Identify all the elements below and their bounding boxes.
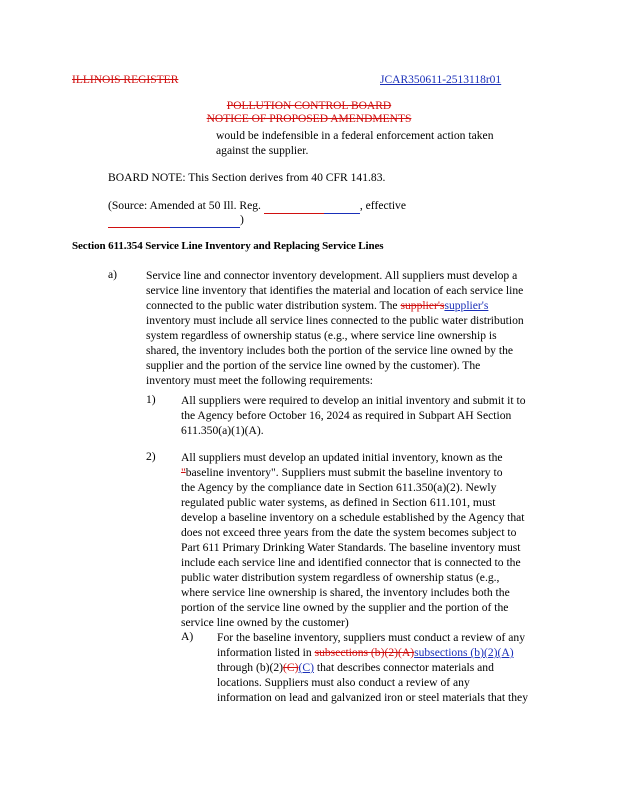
subsection-a-line [146,298,524,313]
item-2-line: develop a baseline inventory on a schedule established by the Agency that [181,511,525,524]
item-2-line: regulated public water systems, as defined in Section 611.101, must [181,496,496,509]
item-2-line: All suppliers must develop an updated initial inventory, known as the [181,451,503,464]
inserted-reference: (C) [298,661,314,674]
subsection-a-line: inventory must meet the following requirements: [146,374,373,387]
item-2-line-text: baseline inventory". Suppliers must submit the baseline inventory to [185,466,503,479]
item-1-marker: 1) [146,393,156,406]
source-end: ) [240,213,244,226]
item-1-line: the Agency before October 16, 2024 as required in Subpart AH Section [181,409,512,422]
item-a-text [217,630,528,705]
subsection-a-line: inventory must include all service lines connected to the public water distribution [146,314,524,327]
item-a-line: information on lead and galvanized iron or steel materials that they [217,691,528,704]
effective-date-blank-new [170,212,240,228]
effective-date-blank [108,212,170,228]
subsection-a-marker: a) [108,268,118,281]
section-heading: Section 611.354 Service Line Inventory and Replacing Service Lines [72,240,384,252]
item-2-line: public water distribution system regardless of ownership status (e.g., [181,571,500,584]
subsection-a-text [146,268,524,388]
agency-board: POLLUTION CONTROL BOARD [226,100,392,112]
item-2-line [181,465,525,480]
item-a-line-text: that describes connector materials and [313,661,494,674]
reg-volume-blank-new [324,198,360,214]
subsection-a-line: system regardless of ownership status (e.g., where service line ownership is [146,329,497,342]
carryover-line: against the supplier. [216,144,309,157]
subsection-a-line: Service line and connector inventory development. All suppliers must develop a [146,269,518,282]
item-2-line: does not exceed three years from the date the system becomes subject to [181,526,517,539]
source-prefix: (Source: Amended at 50 Ill. Reg. [108,199,261,212]
reg-volume-blank [264,198,324,214]
item-2-line: portion of the service line owned by the supplier and the portion of the [181,601,509,614]
source-date-line [108,212,244,228]
item-a-line: For the baseline inventory, suppliers must conduct a review of any [217,631,526,644]
item-a-line [217,645,528,660]
item-2-line: where service line ownership is shared, the inventory includes both the [181,586,510,599]
agency-notice-block [0,113,618,125]
board-note: BOARD NOTE: This Section derives from 40 CFR 141.83. [108,171,386,184]
deleted-word: supplier's [400,299,445,312]
subsection-a-line: supplier and the portion of the service line owned by the customer). The [146,359,481,372]
item-a-line: locations. Suppliers must also conduct a review of any [217,676,470,689]
item-a-marker: A) [181,630,194,643]
item-2-line: include each service line and identified connector that is connected to the [181,556,521,569]
agency-notice: NOTICE OF PROPOSED AMENDMENTS [206,113,412,125]
subsection-a-line: service line inventory that identifies the material and location of each service line [146,284,524,297]
subsection-a-line-text: connected to the public water distribution system. The [146,299,398,312]
item-2-line: the Agency by the compliance date in Section 611.350(a)(2). Newly [181,481,497,494]
carryover-paragraph [216,128,494,158]
carryover-line: would be indefensible in a federal enforcement action taken [216,129,494,142]
register-title: ILLINOIS REGISTER [72,74,179,86]
jcar-code: JCAR350611-2513118r01 [380,74,502,86]
item-2-marker: 2) [146,450,156,463]
item-2-line: service line owned by the customer) [181,616,349,629]
agency-block [0,100,618,112]
item-1-text [181,393,526,438]
item-a-line-text: information listed in [217,646,312,659]
deleted-quote: " [181,466,186,479]
item-2-text [181,450,525,630]
inserted-word: supplier's [444,299,489,312]
item-2-line: Part 611 Primary Drinking Water Standards. The baseline inventory must [181,541,521,554]
inserted-reference: subsections (b)(2)(A) [414,646,514,659]
source-mid: , effective [359,199,406,212]
deleted-reference: subsections (b)(2)(A) [314,646,415,659]
item-a-line [217,660,528,675]
item-1-line: 611.350(a)(1)(A). [181,424,264,437]
subsection-a-line: shared, the inventory includes both the portion of the service line owned by the [146,344,514,357]
item-a-line-text: through (b)(2) [217,661,284,674]
deleted-reference: (C) [283,661,299,674]
item-1-line: All suppliers were required to develop an initial inventory and submit it to [181,394,526,407]
